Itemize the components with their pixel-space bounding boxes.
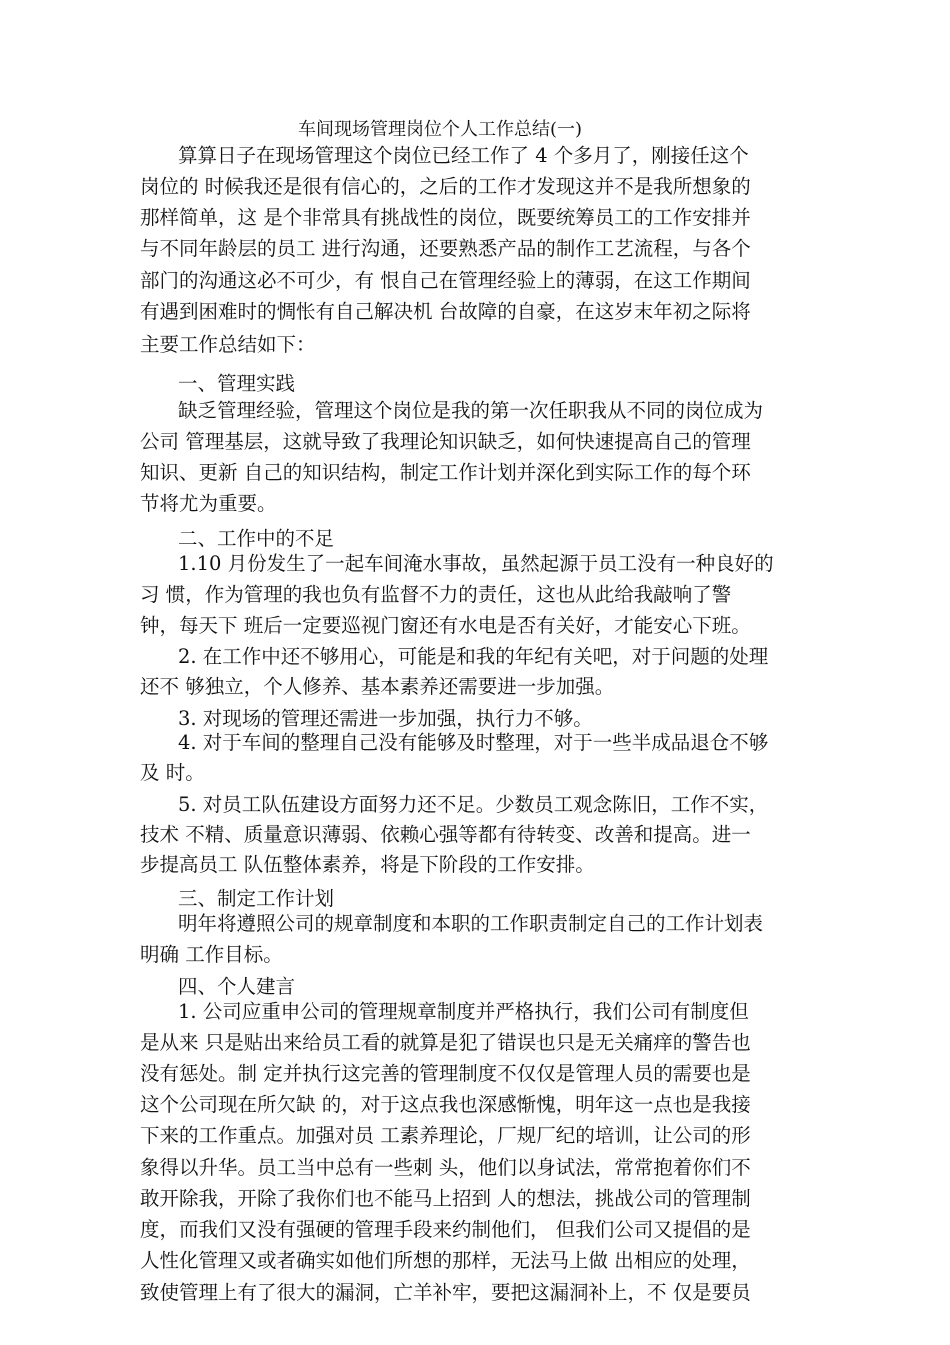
body-line: 习 惯，作为管理的我也负有监督不力的责任，这也从此给我敲响了警: [140, 583, 732, 606]
body-line: 及 时。: [140, 761, 205, 784]
body-line: 人性化管理又或者确实如他们所想的那样，无法马上做 出相应的处理，: [140, 1249, 751, 1272]
body-line: 岗位的 时候我还是很有信心的，之后的工作才发现这并不是我所想象的: [140, 175, 751, 198]
body-line: 有遇到困难时的惆怅有自己解决机 台故障的自豪，在这岁末年初之际将: [140, 300, 751, 323]
body-line: 下来的工作重点。加强对员 工素养理论，厂规厂纪的培训，让公司的形: [140, 1124, 751, 1147]
document-title: 车间现场管理岗位个人工作总结(一): [298, 119, 583, 140]
body-line: 技术 不精、质量意识薄弱、依赖心强等都有待转变、改善和提高。进一: [140, 823, 751, 846]
body-line: 步提高员工 队伍整体素养，将是下阶段的工作安排。: [140, 853, 595, 876]
body-line: 是从来 只是贴出来给员工看的就算是犯了错误也只是无关痛痒的警告也: [140, 1031, 751, 1054]
body-line: 三、制定工作计划: [178, 887, 335, 910]
body-line: 二、工作中的不足: [178, 527, 335, 550]
body-line: 度，而我们又没有强硬的管理手段来约制他们， 但我们公司又提倡的是: [140, 1218, 751, 1241]
body-line: 3. 对现场的管理还需进一步加强，执行力不够。: [178, 707, 593, 730]
body-line: 没有惩处。制 定并执行这完善的管理制度不仅仅是管理人员的需要也是: [140, 1062, 751, 1085]
body-line: 致使管理上有了很大的漏洞，亡羊补牢，要把这漏洞补上，不 仅是要员: [140, 1281, 751, 1304]
body-line: 一、管理实践: [178, 372, 296, 395]
body-line: 钟，每天下 班后一定要巡视门窗还有水电是否有关好，才能安心下班。: [140, 614, 751, 637]
body-line: 这个公司现在所欠缺 的，对于这点我也深感惭愧，明年这一点也是我接: [140, 1093, 751, 1116]
body-line: 节将尤为重要。: [140, 492, 277, 515]
body-line: 5. 对员工队伍建设方面努力还不足。少数员工观念陈旧，工作不实，: [178, 793, 769, 816]
body-line: 与不同年龄层的员工 进行沟通，还要熟悉产品的制作工艺流程，与各个: [140, 237, 751, 260]
body-line: 1.10 月份发生了一起车间淹水事故，虽然起源于员工没有一种良好的: [178, 552, 774, 575]
body-line: 公司 管理基层，这就导致了我理论知识缺乏，如何快速提高自己的管理: [140, 430, 751, 453]
body-line: 明年将遵照公司的规章制度和本职的工作职责制定自己的工作计划表: [178, 912, 764, 935]
body-line: 知识、更新 自己的知识结构，制定工作计划并深化到实际工作的每个环: [140, 461, 751, 484]
body-line: 4. 对于车间的整理自己没有能够及时整理，对于一些半成品退仓不够: [178, 731, 769, 754]
body-line: 主要工作总结如下：: [140, 333, 316, 356]
body-line: 明确 工作目标。: [140, 943, 283, 966]
body-line: 缺乏管理经验，管理这个岗位是我的第一次任职我从不同的岗位成为: [178, 399, 764, 422]
body-line: 那样简单，这 是个非常具有挑战性的岗位，既要统筹员工的工作安排并: [140, 206, 751, 229]
body-line: 2. 在工作中还不够用心，可能是和我的年纪有关吧，对于问题的处理: [178, 645, 769, 668]
body-line: 部门的沟通这必不可少，有 恨自己在管理经验上的薄弱，在这工作期间: [140, 269, 751, 292]
body-line: 敢开除我，开除了我你们也不能马上招到 人的想法，挑战公司的管理制: [140, 1187, 751, 1210]
body-line: 四、个人建言: [178, 975, 296, 998]
body-line: 1. 公司应重申公司的管理规章制度并严格执行，我们公司有制度但: [178, 1000, 749, 1023]
body-line: 象得以升华。员工当中总有一些刺 头，他们以身试法，常常抱着你们不: [140, 1156, 751, 1179]
body-line: 算算日子在现场管理这个岗位已经工作了 4 个多月了，刚接任这个: [178, 144, 749, 167]
body-line: 还不 够独立，个人修养、基本素养还需要进一步加强。: [140, 675, 615, 698]
